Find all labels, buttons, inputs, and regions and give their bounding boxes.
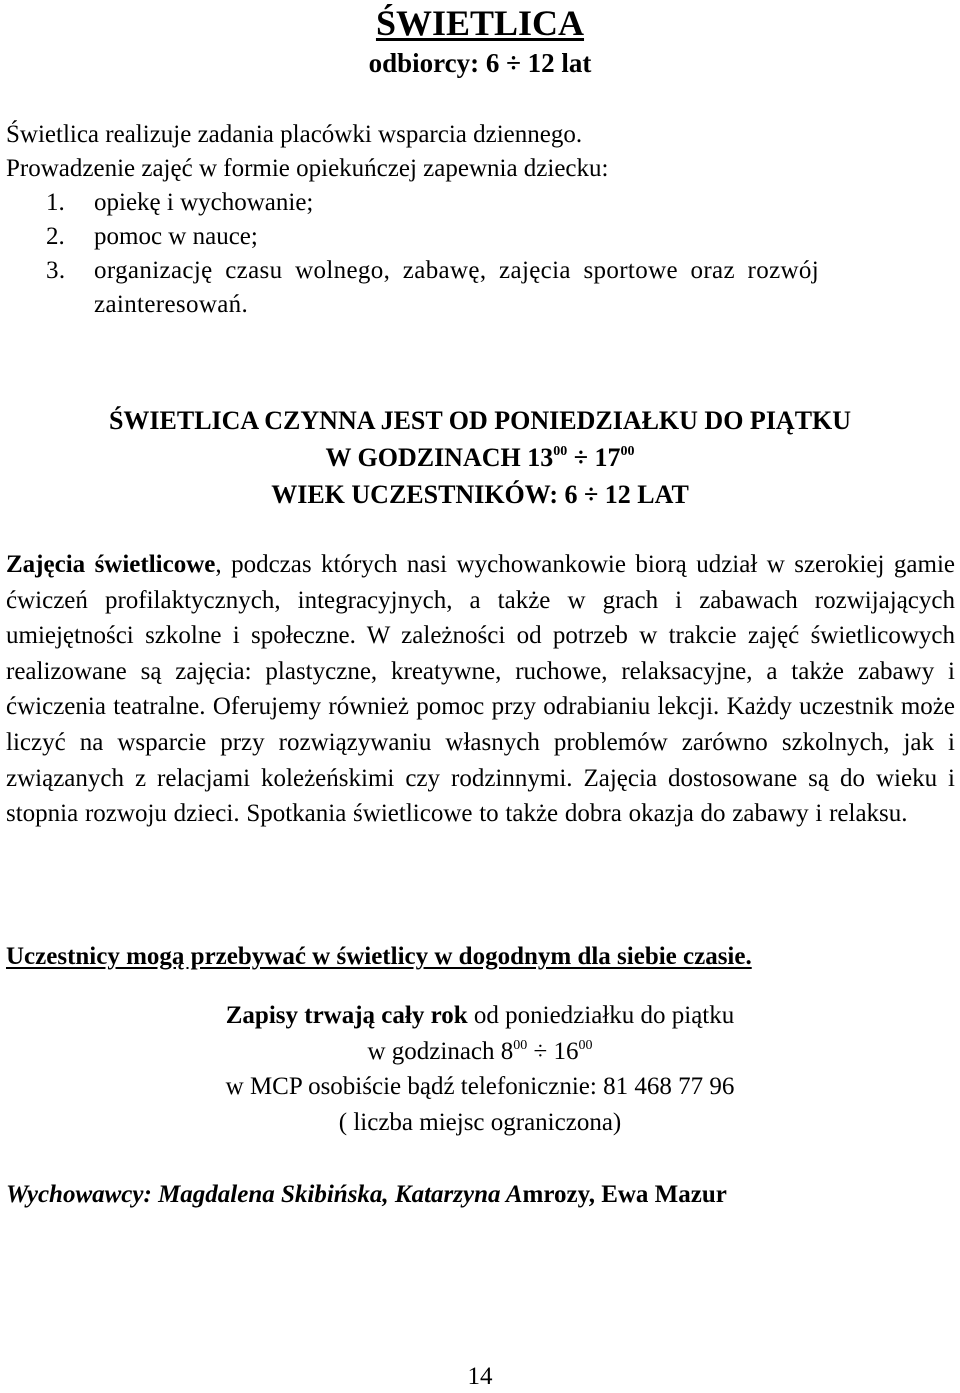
staff-line (6, 1178, 727, 1212)
list-item (6, 186, 956, 220)
care-list (6, 186, 956, 322)
attendance-notice: Uczestnicy mogą przebywać w świetlicy w dogodnym dla siebie czasie. (6, 943, 752, 970)
intro-line-1: Świetlica realizuje zadania placówki wsparcia dziennego. (6, 121, 583, 148)
enrollment-contact: w MCP osobiście bądź telefonicznie: 81 468 77 96 (225, 1073, 735, 1100)
opening-hours-block (0, 402, 960, 513)
list-item-number: 1. (46, 189, 65, 216)
intro-line-2: Prowadzenie zajęć w formie opiekuńczej zapewnia dziecku: (6, 155, 609, 182)
opening-days: ŚWIETLICA CZYNNA JEST OD PONIEDZIAŁKU DO PIĄTKU (108, 406, 852, 435)
enrollment-hours-to-minutes: 00 (578, 1037, 593, 1053)
list-item-text: opiekę i wychowanie; (94, 189, 314, 216)
enrollment-lead: Zapisy trwają cały rok (225, 1002, 468, 1029)
participant-age: WIEK UCZESTNIKÓW: 6 ÷ 12 LAT (271, 480, 689, 509)
enrollment-limit: ( liczba miejsc ograniczona) (338, 1108, 622, 1136)
staff-label: Wychowawcy: (6, 1181, 152, 1208)
description-paragraph (6, 547, 955, 832)
page-subtitle: odbiorcy: 6 ÷ 12 lat (368, 48, 592, 78)
intro-section (6, 118, 956, 322)
page-number: 14 (467, 1363, 493, 1390)
enrollment-days: od poniedziałku do piątku (467, 1002, 735, 1029)
staff-names-rest: mrozy, Ewa Mazur (522, 1181, 727, 1208)
enrollment-hours (0, 1034, 960, 1070)
description-lead: Zajęcia świetlicowe (6, 551, 216, 578)
staff-names-italic: Magdalena Skibińska, Katarzyna A (158, 1181, 523, 1208)
description-text: , podczas których nasi wychowankowie biorą udział w szerokiej gamie ćwiczeń profilaktycznych, integracyjnych, a także w grach i zabawach rozwijających umiejętności szkolne i społeczne. W zależności od potrzeb w trakcie zajęć świetlicowych realizowane są zajęcia: plastyczne, kreatywne, ruchowe, relaksacyjne, a także zabawy i ćwiczenia teatralne. Oferujemy również pomoc przy odrabianiu lekcji. Każdy uczestnik może liczyć na wsparcie przy rozwiązywaniu własnych problemów zarówno szkolnych, jak i związanych z relacjami koleżeńskimi czy rodzinnymi. Zajęcia dostosowane są do wieku i stopnia rozwoju dzieci. Spotkania świetlicowe to także dobra okazja do zabawy i relaksu. (6, 551, 955, 828)
list-item (6, 220, 956, 254)
enrollment-line-1 (0, 998, 960, 1034)
list-item-text: pomoc w nauce; (94, 223, 258, 250)
list-item-number: 3. (46, 257, 66, 284)
hours-from: W GODZINACH 13 (325, 443, 554, 472)
hours-to: ÷ 17 (567, 443, 621, 472)
list-item-text: organizację czasu wolnego, zabawę, zajęcia sportowe oraz rozwój zainteresowań. (94, 257, 820, 318)
page-title: ŚWIETLICA (375, 3, 585, 43)
enrollment-hours-to: ÷ 16 (527, 1037, 579, 1065)
hours-from-minutes: 00 (553, 444, 568, 459)
enrollment-hours-from-minutes: 00 (513, 1037, 528, 1053)
enrollment-block (0, 998, 960, 1140)
list-item (6, 254, 956, 322)
list-item-number: 2. (46, 223, 65, 250)
opening-hours (0, 439, 960, 476)
hours-to-minutes: 00 (620, 444, 635, 459)
enrollment-hours-from: w godzinach 8 (367, 1037, 514, 1065)
